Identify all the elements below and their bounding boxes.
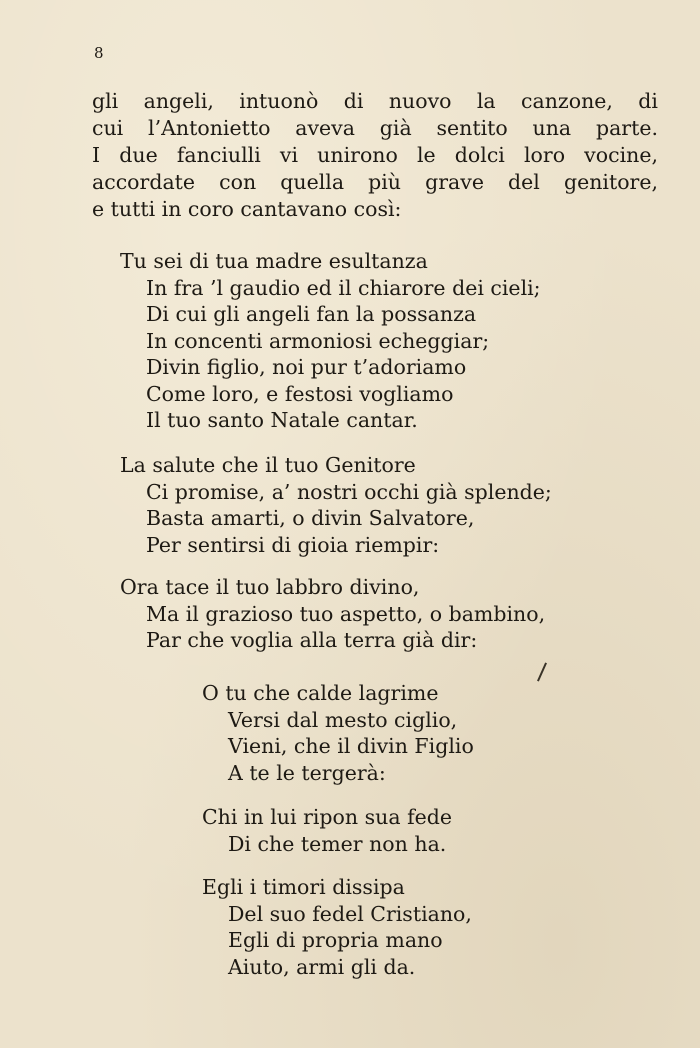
verse-line: A te le tergerà: [228,760,386,785]
poem-stanza-2 [120,452,552,558]
verse-line: In fra ’l gaudio ed il chiarore dei cieli; [146,275,541,300]
verse-line: Del suo fedel Cristiano, [228,901,472,926]
verse-line: In concenti armoniosi echeggiar; [146,328,490,353]
verse-line: Di che temer non ha. [228,831,447,856]
ink-slash-mark [537,662,547,681]
verse-line: Egli di propria mano [228,928,443,952]
verse-line: Tu sei di tua madre esultanza [120,249,428,273]
verse-line: Ci promise, a’ nostri occhi già splende; [146,479,552,504]
prose-line: cui l’Antonietto aveva già sentito una parte. [92,116,658,140]
verse-line: La salute che il tuo Genitore [120,453,416,477]
verse-line: Ora tace il tuo labbro divino, [120,575,420,599]
verse-line: Il tuo santo Natale cantar. [146,408,418,432]
page-number: 8 [94,44,104,62]
verse-line: Aiuto, armi gli da. [228,954,416,979]
prose-line: I due fanciulli vi unirono le dolci loro vocine, [92,143,658,167]
prose-paragraph [92,88,658,223]
verse-line: Par che voglia alla terra già dir: [146,628,478,652]
verse-line: Divin figlio, noi pur t’adoriamo [146,355,467,379]
verse-line: Versi dal mesto ciglio, [228,707,458,732]
prose-line: accordate con quella più grave del genitore, [92,170,658,194]
poem-stanza-4 [202,680,474,786]
poem-stanza-3 [120,574,545,654]
poem-stanza-5 [202,804,452,857]
prose-line: gli angeli, intuonò di nuovo la canzone, di [92,89,658,113]
poem-stanza-6 [202,874,472,980]
verse-line: O tu che calde lagrime [202,681,439,705]
verse-line: Egli i timori dissipa [202,875,405,899]
verse-line: Chi in lui ripon sua fede [202,805,453,829]
verse-line: Di cui gli angeli fan la possanza [146,302,477,326]
prose-line: e tutti in coro cantavano così: [92,197,402,221]
verse-line: Basta amarti, o divin Salvatore, [146,506,475,530]
verse-line: Per sentirsi di gioia riempir: [146,532,440,557]
verse-line: Ma il grazioso tuo aspetto, o bambino, [146,601,546,626]
verse-line: Come loro, e festosi vogliamo [146,381,454,406]
verse-line: Vieni, che il divin Figlio [228,734,474,758]
poem-stanza-1 [120,248,541,434]
